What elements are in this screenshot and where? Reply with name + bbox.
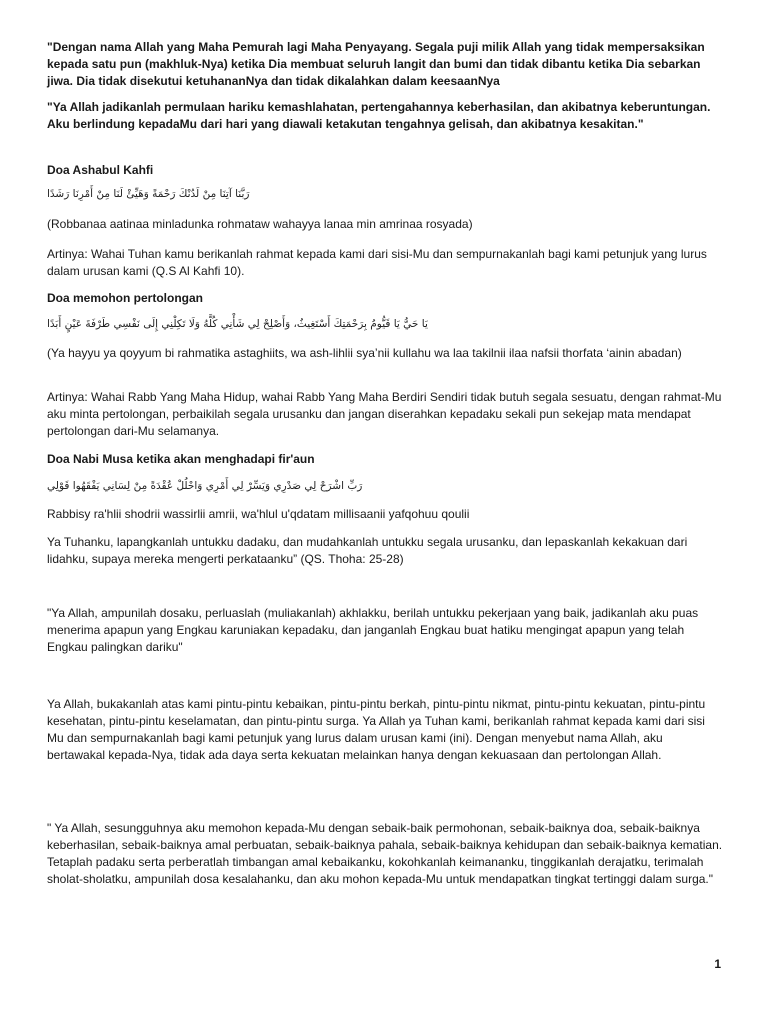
kahfi-transliteration: (Robbanaa aatinaa minladunka rohmataw wahayya lanaa min amrinaa rosyada) bbox=[47, 217, 473, 231]
best-request-prayer-paragraph: " Ya Allah, sesungguhnya aku memohon kepada-Mu dengan sebaik-baik permohonan, sebaik-baiknya doa, sebaik-baiknya keberhasilan, sebaik-baiknya amal perbuatan, sebaik-baiknya pahala, sebaik-baiknya kehidupan dan sebaik-baiknya kematian. Tetaplah padaku serta perberatlah timbangan amal kebaikanku, kokohkanlah keimananku, tinggikanlah derajatku, terimalah sholat-sholatku, ampunilah dosa kesalahanku, dan aku mohon kepada-Mu untuk mendapatkan tingkat tertinggi dalam surga." bbox=[47, 821, 723, 886]
forgiveness-prayer-paragraph: "Ya Allah, ampunilah dosaku, perluaslah (muliakanlah) akhlakku, berilah untukku pekerjaan yang baik, jadikanlah aku puas menerima apapun yang Engkau karuniakan kepadaku, dan janganlah Engkau buat hatiku mengingat apapun yang telah Engkau palingkan dariku" bbox=[47, 606, 699, 654]
intro-paragraph: "Dengan nama Allah yang Maha Pemurah lagi Maha Penyayang. Segala puji milik Allah yang tidak mempersaksikan kepada satu pun (makhluk-Nya) ketika Dia membuat seluruh langit dan bumi dan tidak dibantu ketika Dia sebarkan jiwa. Dia tidak disekutui ketuhananNya dan tidak dikalahkan dalam keesaanNya bbox=[47, 40, 705, 88]
kahfi-meaning: Artinya: Wahai Tuhan kamu berikanlah rahmat kepada kami dari sisi-Mu dan sempurnakanlah bagi kami petunjuk yang lurus dalam urusan kami (Q.S Al Kahfi 10). bbox=[47, 247, 707, 278]
musa-meaning: Ya Tuhanku, lapangkanlah untukku dadaku, dan mudahkanlah untukku segala urusanku, dan lepaskanlah kekakuan dari lidahku, supaya mereka mengerti perkataanku” (QS. Thoha: 25-28) bbox=[47, 535, 688, 566]
musa-transliteration: Rabbisy ra'hlii shodrii wassirlii amrii, wa'hlul u'qdatam millisaanii yafqohuu qoulii bbox=[47, 507, 470, 521]
musa-heading: Doa Nabi Musa ketika akan menghadapi fir'aun bbox=[47, 452, 315, 466]
kahfi-heading: Doa Ashabul Kahfi bbox=[47, 163, 154, 177]
musa-arabic-text: رَبِّ اشْرَحْ لِي صَدْرِي وَيَسِّرْ لِي أَمْرِي وَاحْلُلْ عُقْدَةً مِنْ لِسَانِي يَفْقَهُوا قَوْلِي bbox=[47, 480, 363, 492]
morning-prayer-paragraph: "Ya Allah jadikanlah permulaan hariku kemashlahatan, pertengahannya keberhasilan, dan akibatnya keberuntungan. Aku berlindung kepadaMu dari hari yang diawali ketakutan tengahnya gelisah, dan akibatnya kesakitan." bbox=[47, 100, 711, 131]
kahfi-arabic-text: رَبَّنَا آتِنَا مِنْ لَدُنْكَ رَحْمَةً وَهَيِّئْ لَنَا مِنْ أَمْرِنَا رَشَدًا bbox=[47, 188, 250, 200]
help-heading: Doa memohon pertolongan bbox=[47, 291, 203, 305]
help-transliteration: (Ya hayyu ya qoyyum bi rahmatika astaghiits, wa ash-lihlii sya’nii kullahu wa laa takilnii ilaa nafsii thorfata ‘ainin abadan) bbox=[47, 346, 682, 360]
doors-prayer-paragraph: Ya Allah, bukakanlah atas kami pintu-pintu kebaikan, pintu-pintu berkah, pintu-pintu nikmat, pintu-pintu kekuatan, pintu-pintu kesehatan, pintu-pintu keselamatan, dan pintu-pintu surga. Ya Allah ya Tuhan kami, berikanlah rahmat kepada kami dari sisi Mu dan sempurnakanlah bagi kami petunjuk yang lurus dalam urusan kami (ini). Dengan menyebut nama Allah, aku bertawakal kepada-Nya, tidak ada daya serta kekuatan melainkan hanya dengan kekuasaan dan pertolongan Allah. bbox=[47, 697, 706, 762]
page-number: 1 bbox=[714, 957, 721, 971]
help-arabic-text: يَا حَيُّ يَا قَيُّومُ بِرَحْمَتِكَ أَسْتَغِيثُ، وَأَصْلِحْ لِي شَأْنِي كُلَّهُ وَلَا تَكِلْنِي إِلَى نَفْسِي طَرْفَةَ عَيْنٍ أَبَدًا bbox=[47, 318, 428, 330]
help-meaning: Artinya: Wahai Rabb Yang Maha Hidup, wahai Rabb Yang Maha Berdiri Sendiri tidak butuh segala sesuatu, dengan rahmat-Mu aku minta pertolongan, perbaikilah segala urusanku dan jangan diserahkan kepadaku sekali pun sekejap mata mendapat pertolongan dari-Mu selamanya. bbox=[47, 390, 722, 438]
